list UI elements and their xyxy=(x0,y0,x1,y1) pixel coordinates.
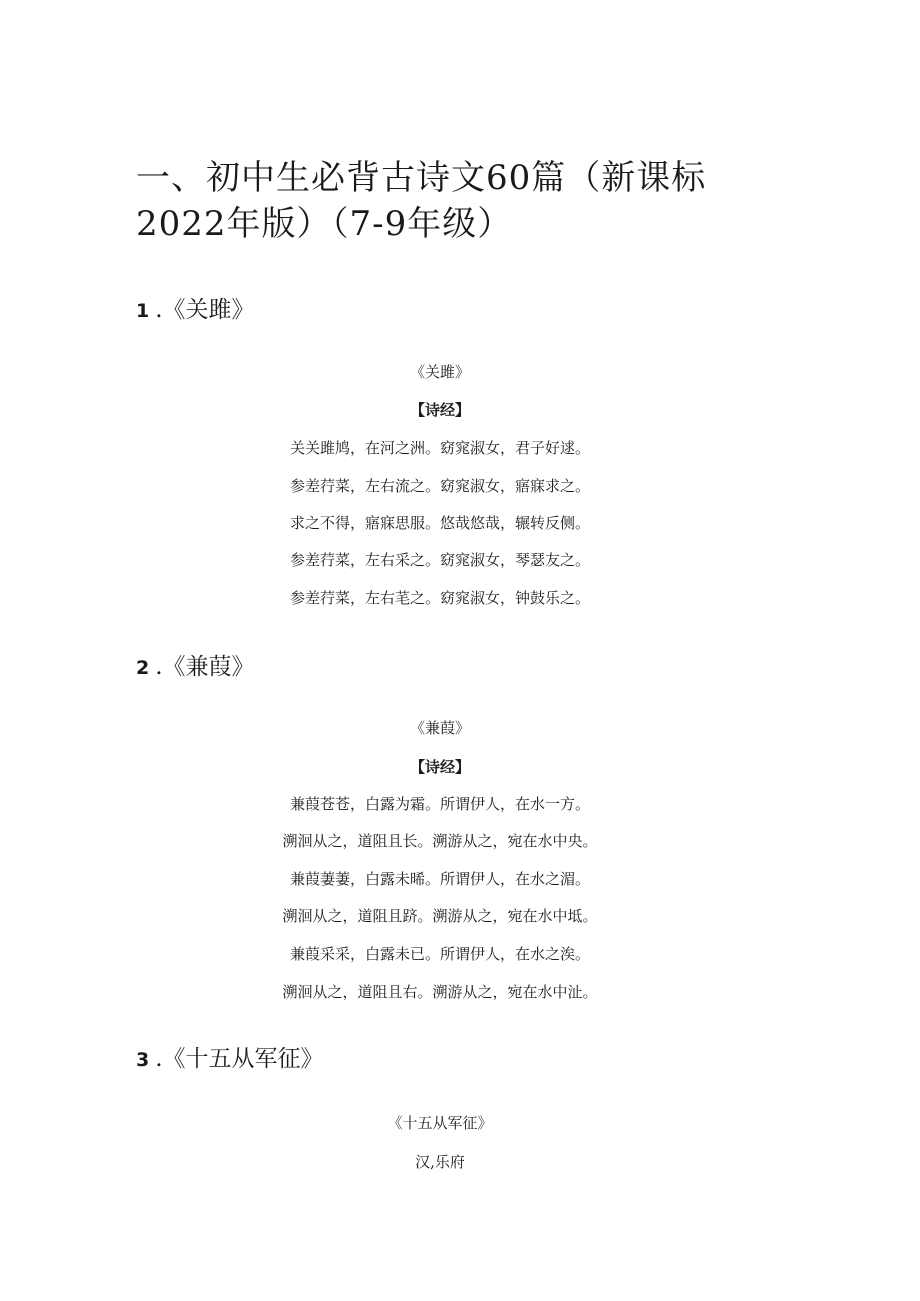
poem-line: 溯洄从之，道阻且跻。溯游从之，宛在水中坻。 xyxy=(282,907,598,925)
poem-author: 汉,乐府 xyxy=(415,1153,465,1171)
poem-line: 关关雎鸠，在河之洲。窈窕淑女，君子好逑。 xyxy=(289,439,590,457)
section-heading-text: .《兼葭》 xyxy=(155,654,255,680)
poem-author: 【诗经】 xyxy=(409,401,470,419)
poem-title: 《十五从军征》 xyxy=(387,1114,493,1132)
section-heading-2 xyxy=(136,652,255,683)
poem-line: 兼葭采采，白露未已。所谓伊人，在水之涘。 xyxy=(289,945,590,963)
document-title: 一、初中生必背古诗文60篇（新课标 2022年版）（7-9年级） xyxy=(136,158,707,244)
poem-title: 《兼葭》 xyxy=(409,719,470,737)
poem-line: 兼葭萋萋，白露未晞。所谓伊人，在水之湄。 xyxy=(289,870,590,888)
poem-author: 【诗经】 xyxy=(409,758,470,776)
section-number: 1 xyxy=(136,300,150,322)
poem-line: 兼葭苍苍，白露为霜。所谓伊人，在水一方。 xyxy=(289,795,590,813)
section-heading-text: .《十五从军征》 xyxy=(155,1046,324,1072)
section-number: 2 xyxy=(136,657,150,679)
poem-line: 参差荇菜，左右芼之。窈窕淑女，钟鼓乐之。 xyxy=(289,589,590,607)
poem-title: 《关雎》 xyxy=(409,363,470,381)
section-heading-text: .《关雎》 xyxy=(155,297,255,323)
poem-line: 参差荇菜，左右流之。窈窕淑女，寤寐求之。 xyxy=(289,477,590,495)
poem-line: 溯洄从之，道阻且右。溯游从之，宛在水中沚。 xyxy=(282,983,598,1001)
section-heading-1 xyxy=(136,295,255,326)
poem-line: 溯洄从之，道阻且长。溯游从之，宛在水中央。 xyxy=(282,832,598,850)
poem-line: 参差荇菜，左右采之。窈窕淑女，琴瑟友之。 xyxy=(289,551,590,569)
poem-line: 求之不得，寤寐思服。悠哉悠哉，辗转反侧。 xyxy=(289,514,590,532)
section-number: 3 xyxy=(136,1049,150,1071)
section-heading-3 xyxy=(136,1044,324,1075)
